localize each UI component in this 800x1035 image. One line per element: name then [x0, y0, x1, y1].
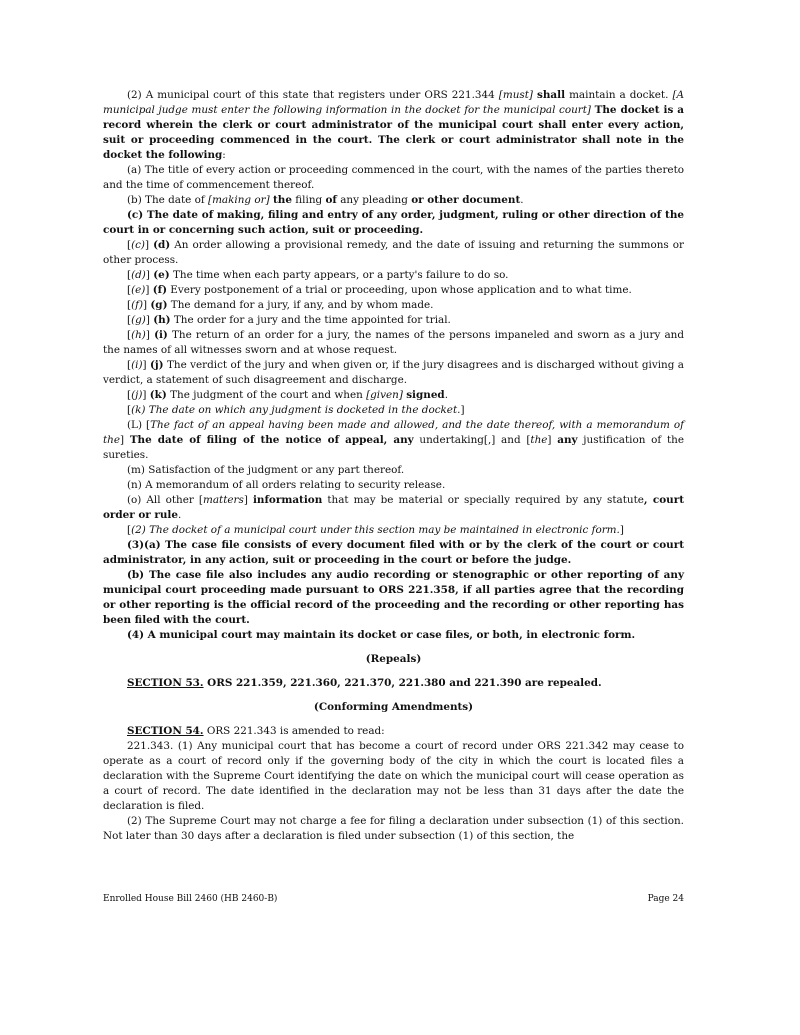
docket-paragraphs [103, 88, 684, 643]
bold-text: or other document [411, 194, 521, 206]
italic-text: (j) [131, 389, 143, 401]
text-run: [ [127, 299, 132, 311]
italic-text: [given] [366, 389, 403, 401]
text-run: (b) The date of [127, 194, 209, 206]
italic-text: [A municipal judge must enter the following information in the docket for the municipal court] [103, 89, 684, 116]
bold-text: (k) [149, 389, 167, 401]
bold-text: (b) The case file also includes any audio recording or stenographic or other reporting of any municipal court proceeding made pursuant to ORS 221.358, if all parties agree that the recording or other reporting is the official record of the proceeding and the recording or other reporting has been filed with the court. [103, 569, 684, 626]
spacer [103, 667, 684, 676]
docket-paragraph [103, 403, 684, 418]
bold-text: (3)(a) The case file consists of every document filed with or by the clerk of the court or court administrator, in any action, suit or proceeding in the court or before the judge. [103, 539, 684, 566]
text-run: The demand for a jury, if any, and by whom made. [167, 299, 434, 311]
text-run: undertaking[,] and [ [413, 434, 531, 446]
bold-text: of [325, 194, 337, 206]
docket-paragraph [103, 628, 684, 643]
bold-text: signed [406, 389, 445, 401]
bold-text: the [272, 194, 292, 206]
text-run: ] [145, 239, 154, 251]
spacer [103, 715, 684, 724]
text-run: The time when each party appears, or a party's failure to do so. [169, 269, 509, 281]
text-run: . [520, 194, 524, 206]
bold-text: (i) [154, 329, 168, 341]
text-run: [ [127, 329, 132, 341]
italic-text: (i) [131, 359, 143, 371]
docket-paragraph [103, 388, 684, 403]
text-run: The return of an order for a jury, the names of the persons impaneled and sworn as a jury and the names of all witnesses sworn and at whose request. [103, 329, 684, 356]
italic-text: (g) [131, 314, 146, 326]
text-run: The verdict of the jury and when given or, if the jury disagrees and is discharged without giving a verdict, a statement of such disagreement and discharge. [103, 359, 684, 386]
bold-text: (e) [153, 269, 170, 281]
docket-paragraph [103, 418, 684, 463]
docket-paragraph [103, 463, 684, 478]
text-run: [ [127, 239, 132, 251]
bold-text: (f) [152, 284, 167, 296]
docket-paragraph [103, 298, 684, 313]
spacer [103, 643, 684, 652]
italic-text: (f) [131, 299, 144, 311]
italic-text: The fact of an appeal having been made and allowed, and the date thereof, with a memorandum of the [103, 419, 684, 446]
bold-text: (d) [153, 239, 171, 251]
text-run: (m) Satisfaction of the judgment or any part thereof. [127, 464, 405, 476]
italic-text: (e) [131, 284, 146, 296]
bold-text: The date of filing of the notice of appeal, any [129, 434, 414, 446]
text-run: : [222, 149, 226, 161]
docket-paragraph [103, 193, 684, 208]
bold-text: (j) [149, 359, 164, 371]
bold-text: The docket is a record wherein the clerk or court administrator of the municipal court shall enter every action, suit or proceeding commenced in the court. The clerk or court administrator shall note in the docket the following [103, 104, 684, 161]
text-run: [ [127, 389, 132, 401]
docket-paragraph [103, 268, 684, 283]
docket-paragraph [103, 478, 684, 493]
italic-text: (k) The date on which any judgment is docketed in the docket. [131, 404, 461, 416]
text-run: [ [127, 524, 132, 536]
section-53-text: ORS 221.359, 221.360, 221.370, 221.380 and 221.390 are repealed. [203, 677, 602, 689]
text-run: ] [143, 299, 151, 311]
text-run: Every postponement of a trial or proceeding, upon whose application and to what time. [167, 284, 632, 296]
docket-paragraph [103, 568, 684, 628]
italic-text: (h) [131, 329, 146, 341]
text-run: ] [145, 284, 153, 296]
text-run: [ [127, 284, 132, 296]
footer-page-number: Page 24 [647, 894, 684, 904]
text-run: (a) The title of every action or proceeding commenced in the court, with the names of the parties thereto and the time of commencement thereof. [103, 164, 684, 191]
text-run: ] [142, 389, 150, 401]
section-54-label: SECTION 54. [127, 725, 204, 737]
spacer [103, 691, 684, 700]
docket-paragraph [103, 208, 684, 238]
text-run: (n) A memorandum of all orders relating to security release. [127, 479, 446, 491]
italic-text: the [530, 434, 548, 446]
docket-paragraph [103, 328, 684, 358]
docket-paragraph [103, 358, 684, 388]
section-54-subsection-2: (2) The Supreme Court may not charge a fee for filing a declaration under subsection (1) of this section. Not later than 30 days after a declaration is filed under subsection (1) of this section, the [103, 815, 684, 842]
bold-text: (4) A municipal court may maintain its docket or case files, or both, in electronic form. [127, 629, 636, 641]
italic-text: [must] [498, 89, 533, 101]
section-53-label: SECTION 53. [127, 677, 204, 689]
italic-text: (c) [131, 239, 145, 251]
bold-text: (g) [150, 299, 168, 311]
text-run: ] [619, 524, 624, 536]
docket-paragraph [103, 163, 684, 193]
body-text [103, 88, 684, 844]
page-footer [103, 893, 684, 905]
text-run: [ [127, 269, 132, 281]
section-54-paragraph [103, 724, 684, 739]
italic-text: (2) The docket of a municipal court under this section may be maintained in electronic form. [131, 524, 620, 536]
docket-paragraph [103, 88, 684, 163]
bold-text: (c) The date of making, filing and entry of any order, judgment, ruling or other direction of the court in or concerning such action, suit or proceeding. [103, 209, 684, 236]
text-run: [ [127, 404, 132, 416]
docket-paragraph [103, 238, 684, 268]
section-53-paragraph [103, 676, 684, 691]
italic-text: (d) [131, 269, 146, 281]
text-run: [ [127, 314, 132, 326]
docket-paragraph [103, 493, 684, 523]
text-run: . [444, 389, 449, 401]
italic-text: matters [202, 494, 244, 506]
text-run: ] [547, 434, 558, 446]
text-run: An order allowing a provisional remedy, and the date of issuing and returning the summons or other process. [103, 239, 685, 266]
text-run: ] [145, 269, 154, 281]
text-run: ] [145, 314, 154, 326]
bold-text: shall [537, 89, 566, 101]
text-run: The order for a jury and the time appointed for trial. [170, 314, 451, 326]
text-run: ] [142, 359, 150, 371]
bold-text: (h) [153, 314, 171, 326]
heading-repeals: (Repeals) [365, 653, 422, 665]
docket-paragraph [103, 313, 684, 328]
bold-text: any [557, 434, 578, 446]
docket-paragraph [103, 538, 684, 568]
text-run: (2) A municipal court of this state that registers under ORS 221.344 [127, 89, 499, 101]
section-54-text: ORS 221.343 is amended to read: [203, 725, 385, 737]
text-run: ] [460, 404, 465, 416]
text-run: maintain a docket. [565, 89, 673, 101]
text-run: justification of the sureties. [103, 434, 685, 461]
docket-paragraph [103, 283, 684, 298]
bold-text: , court order or rule [103, 494, 684, 521]
text-run: (L) [ [127, 419, 151, 431]
text-run: ] [145, 329, 155, 341]
text-run: . [177, 509, 182, 521]
text-run: filing [291, 194, 326, 206]
docket-paragraph [103, 523, 684, 538]
italic-text: [making or] [208, 194, 270, 206]
text-run: ] [120, 434, 130, 446]
text-run: (o) All other [ [127, 494, 203, 506]
text-run: that may be material or specially required by any statute [322, 494, 644, 506]
heading-conforming-amendments: (Conforming Amendments) [313, 701, 474, 713]
text-run: any pleading [336, 194, 412, 206]
section-54-subsection-1: 221.343. (1) Any municipal court that has become a court of record under ORS 221.342 may cease to operate as a court of record only if the governing body of the city in which the court is located files a declaration with the Supreme Court identifying the date on which the municipal court will cease operation as a court of record. The date identified in the declaration may not be less than 31 days after the date the declaration is filed. [103, 740, 684, 812]
text-run: The judgment of the court and when [166, 389, 367, 401]
footer-bill-name: Enrolled House Bill 2460 (HB 2460-B) [103, 894, 278, 904]
text-run: ] [243, 494, 253, 506]
bold-text: information [252, 494, 323, 506]
text-run: [ [127, 359, 132, 371]
